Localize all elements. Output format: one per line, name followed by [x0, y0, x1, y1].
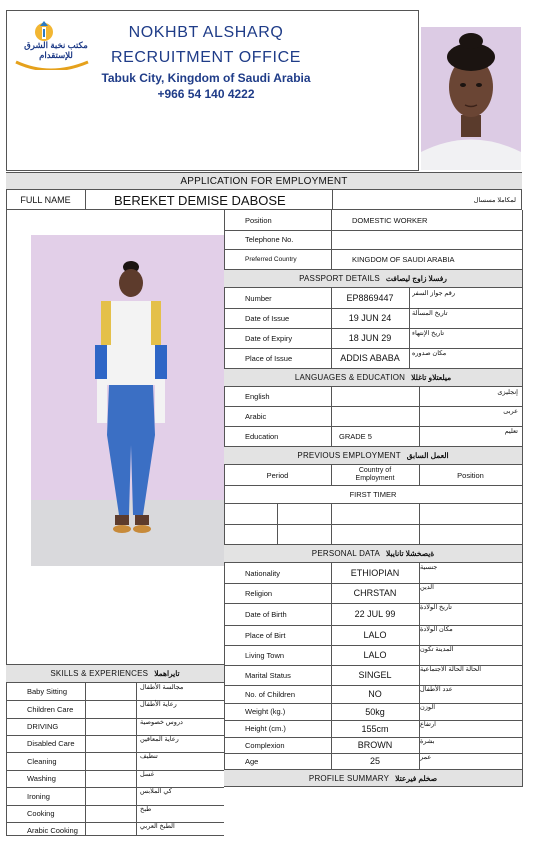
date-of-expiry-label-arabic: تاريخ الإنتهاء [412, 330, 445, 337]
skill-row-label: Baby Sitting [27, 687, 68, 696]
personal-row-value: CHRSTAN [353, 588, 397, 598]
personal-row-value: 50kg [365, 706, 385, 717]
personal-row-value: 25 [369, 756, 380, 766]
application-title: APPLICATION FOR EMPLOYMENT [180, 175, 348, 187]
english-label: English [245, 392, 270, 401]
logo-text-arabic-1: مكتب نخبة الشرق [24, 40, 88, 50]
skill-row-label: DRIVING [27, 722, 59, 731]
english-label-arabic: إنجليزى [497, 389, 518, 396]
personal-row-value: LALO [363, 650, 387, 660]
company-logo [10, 18, 94, 70]
portrait-photo [421, 27, 521, 170]
arabic-label-arabic: عربى [503, 408, 518, 415]
company-phone: +966 54 140 4222 [157, 87, 255, 101]
full-body-illustration [31, 235, 224, 566]
languages-section-title-arabic: ميلعتلاو تاغللا [411, 373, 452, 382]
personal-row-label-arabic: الوزن [420, 704, 436, 711]
place-of-issue-label: Place of Issue [245, 353, 293, 363]
application-title-band [6, 172, 522, 190]
previous-employment-title: PREVIOUS EMPLOYMENT [297, 451, 401, 460]
full-name-label: FULL NAME [20, 195, 71, 205]
personal-row-label: Complexion [245, 740, 285, 750]
passport-number-value: EP8869447 [346, 293, 394, 303]
place-of-issue-value: ADDIS ABABA [340, 353, 400, 363]
personal-row-label: Height (cm.) [245, 724, 286, 733]
date-of-issue-label-arabic: تاريخ المسألة [412, 310, 448, 317]
personal-row-label: Age [245, 756, 259, 766]
passport-number-label: Number [245, 293, 272, 303]
period-column-header: Period [266, 470, 289, 480]
education-value: GRADE 5 [339, 431, 372, 441]
personal-row-value: BROWN [357, 740, 393, 750]
skill-row-label-arabic: مجالسة الأطفال [140, 684, 184, 691]
personal-row-label: Place of Birt [245, 630, 286, 640]
position-value: DOMESTIC WORKER [352, 215, 428, 225]
company-city: Tabuk City, Kingdom of Saudi Arabia [101, 71, 311, 85]
full-body-photo [31, 235, 224, 566]
arabic-label: Arabic [245, 411, 267, 421]
company-name-line2: RECRUITMENT OFFICE [110, 49, 302, 66]
skill-row-label: Children Care [27, 704, 74, 714]
english-value [331, 387, 419, 406]
position-label: Position [245, 215, 272, 225]
languages-section-title: LANGUAGES & EDUCATION [294, 373, 406, 382]
skill-row-label-arabic: غسل [140, 771, 155, 778]
profile-summary-title: PROFILE SUMMARY [308, 773, 390, 783]
skills-section-title-arabic: تايراهملا [154, 669, 180, 678]
personal-row-label: Date of Birth [245, 609, 287, 619]
personal-row-value: NO [368, 689, 382, 699]
skill-row-label: Washing [27, 774, 56, 783]
personal-row-label-arabic: تاريخ الولادة [420, 604, 452, 611]
date-of-expiry-label: Date of Expiry [245, 333, 293, 343]
profile-summary-title-arabic: صخلم فيرعتلا [395, 773, 438, 783]
skill-row-label: Cooking [27, 809, 55, 818]
personal-row-label: Nationality [245, 568, 281, 578]
skill-row-label-arabic: رعاية المعاقين [140, 736, 179, 743]
personal-row-label: No. of Children [245, 689, 296, 699]
full-name-value: BEREKET DEMISE DABOSE [114, 192, 286, 208]
telephone-value [352, 230, 522, 249]
place-of-issue-label-arabic: مكان صدوره [412, 350, 447, 357]
personal-row-label-arabic: ارتفاع [420, 721, 436, 728]
personal-row-value: 155cm [361, 723, 389, 734]
company-name-line1: NOKHBT ALSHARQ [128, 24, 284, 41]
portrait-illustration [421, 27, 521, 170]
personal-data-title-arabic: ةيصخشلا تانايبلا [386, 549, 435, 558]
personal-row-label: Religion [245, 588, 273, 598]
skill-row-label-arabic: كي الملابس [140, 788, 172, 795]
personal-row-value: ETHIOPIAN [350, 568, 400, 578]
personal-row-label: Weight (kg.) [245, 707, 286, 716]
position-column-header: Position [457, 470, 484, 480]
full-name-label-arabic: لمكاملا مسسال [473, 197, 516, 204]
personal-row-value: 22 JUL 99 [354, 609, 396, 619]
arabic-value [331, 406, 419, 426]
personal-row-label: Marital Status [245, 670, 291, 680]
personal-data-title: PERSONAL DATA [311, 549, 381, 558]
passport-section-title: PASSPORT DETAILS [299, 274, 380, 283]
personal-row-label-arabic: مكان الولادة [420, 626, 453, 633]
personal-row-label-arabic: الدين [420, 584, 434, 591]
date-of-issue-value: 19 JUN 24 [348, 313, 392, 323]
education-label: Education [245, 431, 279, 441]
telephone-label: Telephone No. [245, 235, 294, 244]
skill-row-label-arabic: دروس خصوصية [140, 719, 183, 726]
skills-section-title: SKILLS & EXPERIENCES [50, 669, 149, 678]
skill-row-label: Disabled Care [27, 739, 75, 748]
education-label-arabic: تعليم [504, 428, 518, 435]
passport-number-label-arabic: رقم جواز السفر [412, 290, 455, 297]
first-timer-note: FIRST TIMER [349, 489, 397, 499]
personal-row-value: SINGEL [358, 670, 392, 680]
profile-summary-band [224, 769, 522, 787]
preferred-country-label: Preferred Country [245, 255, 297, 263]
passport-section-title-arabic: رفسلا زاوج ليصافت [385, 274, 447, 283]
skill-row-label: Ironing [27, 791, 50, 801]
preferred-country-value: KINGDOM OF SAUDI ARABIA [352, 254, 455, 264]
skill-row-label-arabic: طبخ [140, 806, 152, 813]
skill-row-label-arabic: الطبخ العربي [140, 823, 175, 830]
personal-row-label-arabic: عدد الأطفال [420, 686, 453, 693]
country-column-header [331, 465, 419, 485]
previous-employment-title-arabic: العمل السابق [406, 451, 449, 460]
skill-row-label-arabic: رعاية الأطفال [140, 701, 177, 708]
personal-row-label-arabic: جنسية [420, 564, 438, 571]
personal-row-label-arabic: عمر [420, 754, 432, 761]
personal-row-label: Living Town [245, 650, 285, 660]
date-of-expiry-value: 18 JUN 29 [348, 333, 392, 343]
date-of-issue-label: Date of Issue [245, 313, 290, 323]
country-column-header-text: Country of Employment [355, 467, 395, 482]
skill-row-label: Cleaning [27, 756, 57, 766]
previous-employment-band [224, 446, 522, 465]
skill-row-label-arabic: تنظيف [140, 753, 158, 760]
personal-row-label-arabic: الحالة الحالة الاجتماعية [420, 666, 482, 673]
personal-row-label-arabic: بشرة [420, 738, 435, 745]
personal-row-value: LALO [363, 630, 387, 640]
skill-row-label: Arabic Cooking [27, 826, 78, 835]
logo-text-arabic-2: للإستقدام [39, 50, 73, 60]
personal-row-label-arabic: المدينة تكون [420, 646, 454, 653]
